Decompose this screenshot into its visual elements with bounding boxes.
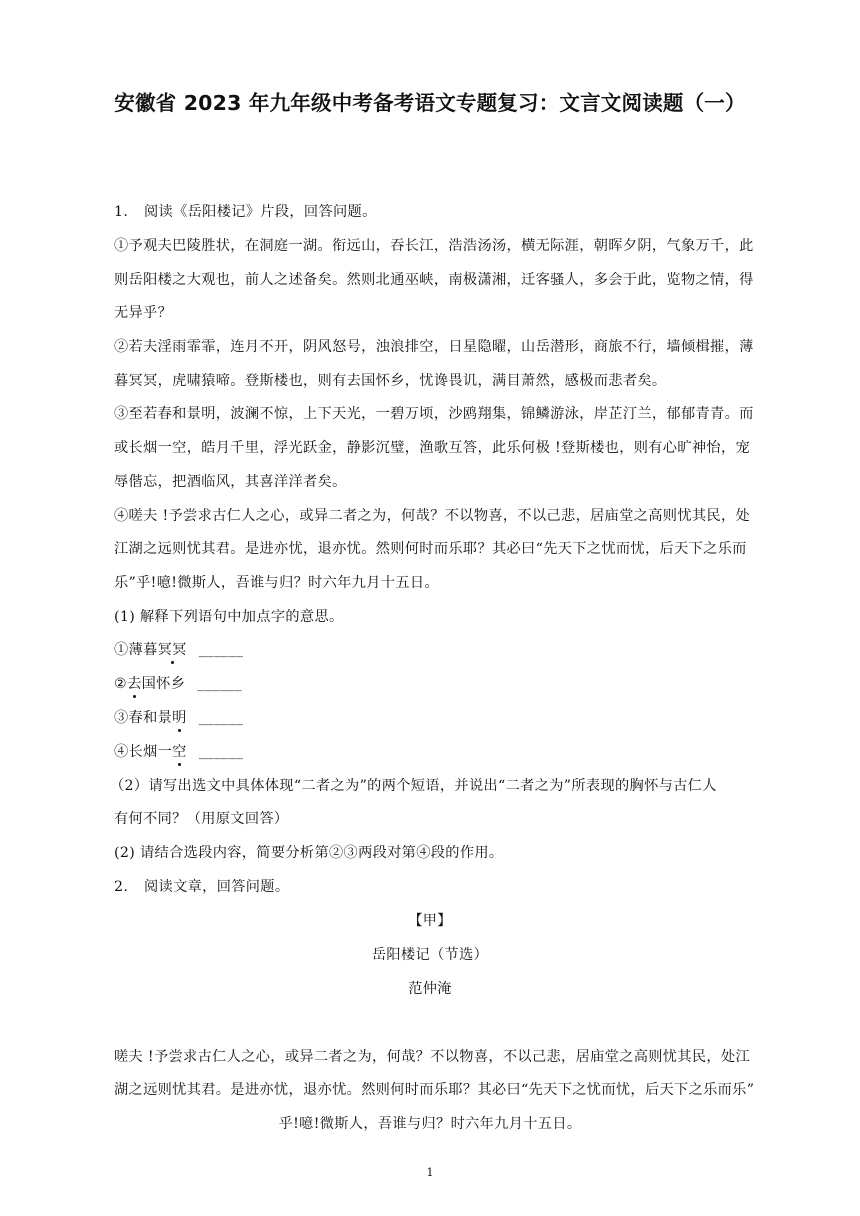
dotted-character: 冥冥 (158, 639, 187, 661)
dotted-character: 去 (127, 673, 142, 695)
sub-question-2: （2）请写出选文中具体体现“二者之为”的两个短语，并说出“二者之为”所表现的胸怀与古仁人 (110, 778, 717, 794)
vocab-item-text: 长烟一 (128, 744, 173, 760)
vocab-item-text: 春和景 (128, 710, 173, 726)
vocab-item-text: 薄暮 (128, 642, 158, 658)
passage-title: 岳阳楼记（节选） (371, 947, 489, 963)
vocab-item-number: ③ (114, 710, 129, 726)
sub-question-1: (1) 解释下列语句中加点字的意思。 (114, 609, 344, 625)
vocab-item (114, 673, 242, 695)
passage-line: 或长烟一空，皓月千里，浮光跃金，静影沉璧，渔歌互答，此乐何极 !登斯楼也，则有心旷神怡，宠 (114, 440, 751, 456)
vocab-item (114, 741, 243, 763)
question-2-number: 2. (114, 879, 129, 895)
passage-line: ②若夫淫雨霏霏，连月不开，阴风怒号，浊浪排空，日星隐曜，山岳潜形，商旅不行，墙倾楫摧，薄 (114, 339, 754, 355)
passage-line: 辱偕忘，把酒临风，其喜洋洋者矣。 (114, 474, 347, 490)
question-1-number: 1. (114, 204, 129, 220)
answer-blank[interactable]: ______ (198, 744, 244, 760)
passage-line: 嗟夫 !予尝求古仁人之心，或异二者之为，何哉？不以物喜，不以己悲，居庙堂之高则忧其民，处江 (114, 1049, 751, 1065)
dotted-character: 空 (172, 741, 187, 763)
vocab-item (114, 639, 243, 661)
passage-line: ③至若春和景明，波澜不惊，上下天光，一碧万顷，沙鸥翔集，锦鳞游泳，岸芷汀兰，郁郁青青。而 (114, 406, 754, 422)
dotted-character: 明 (172, 707, 187, 729)
page-number: 1 (426, 1166, 434, 1179)
sub-question-3: (2) 请结合选段内容，简要分析第②③两段对第④段的作用。 (114, 845, 504, 861)
passage-author: 范仲淹 (408, 981, 452, 997)
question-2-prompt: 阅读文章，回答问题。 (144, 879, 290, 895)
question-2-heading (114, 876, 289, 898)
passage-line: 无异乎？ (114, 305, 173, 321)
question-1-heading (114, 201, 377, 223)
vocab-item-number: ② (114, 676, 128, 692)
passage-line: 乐”乎!噫!微斯人，吾谁与归？时六年九月十五日。 (114, 575, 439, 591)
passage-line: 湖之远则忧其君。是进亦忧，退亦忧。然则何时而乐耶？其必曰“先天下之忧而忧，后天下之乐而乐” (114, 1082, 755, 1098)
vocab-item (114, 707, 243, 729)
passage-line: 江湖之远则忧其君。是进亦忧，退亦忧。然则何时而乐耶？其必曰“先天下之忧而忧，后天下之乐而 (114, 541, 747, 557)
answer-blank[interactable]: ______ (198, 642, 244, 658)
passage-line: ④嗟夫 !予尝求古仁人之心，或异二者之为，何哉？不以物喜，不以己悲，居庙堂之高则忧其民，处 (114, 508, 751, 524)
page-title: 安徽省 2023 年九年级中考备考语文专题复习：文言文阅读题（一） (114, 91, 746, 115)
passage-line: 暮冥冥，虎啸猿啼。登斯楼也，则有去国怀乡，忧谗畏讥，满目萧然，感极而悲者矣。 (114, 373, 667, 389)
vocab-item-text: 国怀乡 (141, 676, 186, 692)
passage-line: ①予观夫巴陵胜状，在洞庭一湖。衔远山，吞长江，浩浩汤汤，横无际涯，朝晖夕阴，气象万千，此 (114, 238, 754, 254)
answer-blank[interactable]: ______ (197, 676, 242, 692)
vocab-item-number: ④ (114, 744, 129, 760)
sub-question-2-cont: 有何不同？（用原文回答） (114, 811, 289, 827)
passage-line: 乎!噫!微斯人，吾谁与归？时六年九月十五日。 (278, 1116, 582, 1132)
passage-line: 则岳阳楼之大观也，前人之述备矣。然则北通巫峡，南极潇湘，迁客骚人，多会于此，览物之情，得 (114, 272, 754, 288)
passage-label: 【甲】 (408, 913, 452, 929)
vocab-item-number: ① (114, 642, 129, 658)
question-1-prompt: 阅读《岳阳楼记》片段，回答问题。 (144, 204, 377, 220)
answer-blank[interactable]: ______ (198, 710, 244, 726)
